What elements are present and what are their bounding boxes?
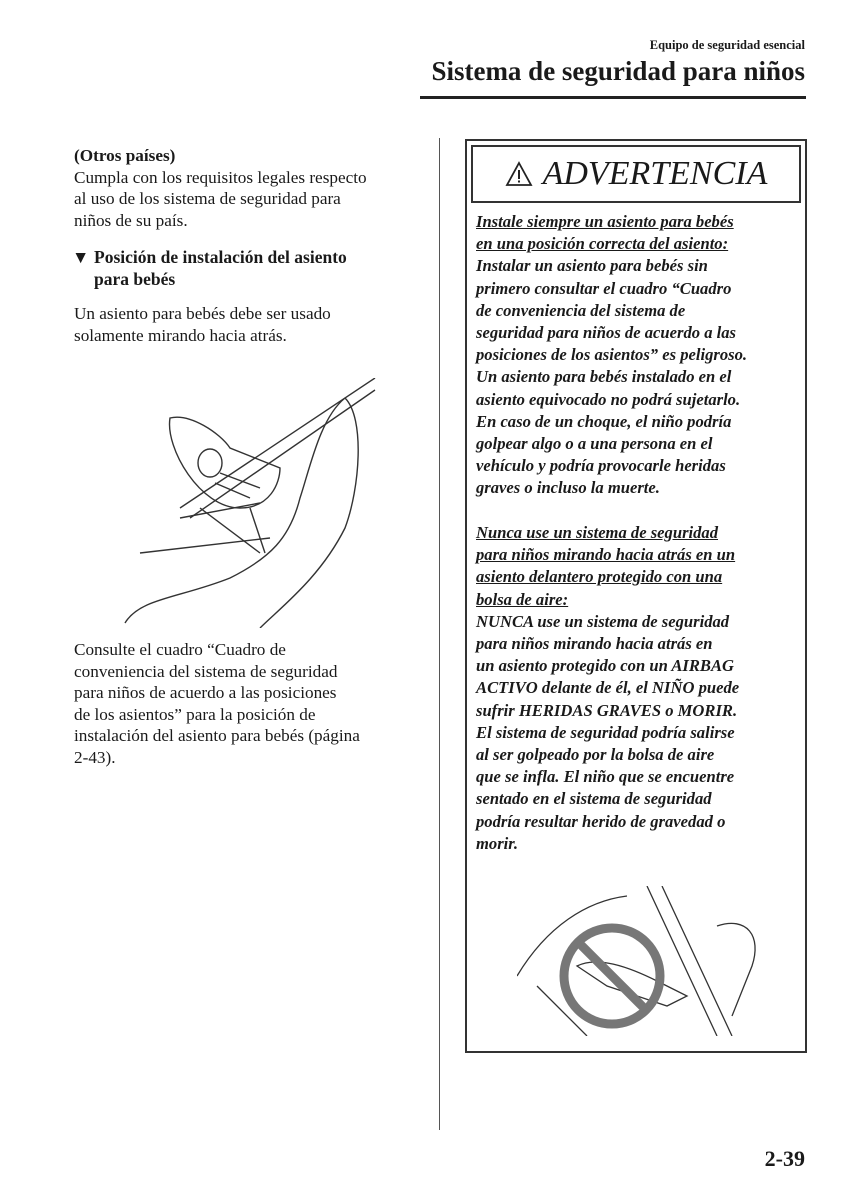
warning-block-1 — [476, 211, 747, 500]
text-line: sufrir HERIDAS GRAVES o MORIR. — [476, 700, 738, 720]
warning-title: ADVERTENCIA — [542, 155, 768, 192]
text-line: al ser golpeado por la bolsa de aire — [476, 745, 715, 765]
page-number: 2-39 — [764, 1146, 805, 1171]
text-line: primero consultar el cuadro “Cuadro — [476, 278, 732, 298]
text-line: Instale siempre un asiento para bebés — [476, 212, 734, 231]
text-line: 2-43). — [74, 747, 116, 767]
text-line: de conveniencia del sistema de — [476, 300, 686, 320]
text-line: solamente mirando hacia atrás. — [74, 325, 287, 345]
text-line: al uso de los sistema de seguridad para — [74, 189, 341, 209]
text-line: podría resultar herido de gravedad o — [476, 811, 726, 831]
text-line: en una posición correcta del asiento: — [476, 234, 729, 254]
otros-heading: (Otros países) — [74, 146, 176, 165]
warning-block-2-heading — [476, 522, 739, 611]
text-line: de los asientos” para la posición de — [74, 704, 316, 724]
text-line: instalación del asiento para bebés (página — [74, 726, 360, 746]
text-line: sentado en el sistema de seguridad — [476, 789, 712, 809]
warning-triangle-icon — [505, 161, 533, 187]
text-line: Cumpla con los requisitos legales respecto — [74, 167, 367, 187]
para-consult-chart — [74, 639, 419, 769]
text-line: Un asiento para bebés debe ser usado — [74, 304, 331, 323]
otros-text — [74, 167, 419, 232]
subheading — [74, 247, 419, 290]
text-line: Posición de instalación del asiento — [94, 247, 347, 267]
text-line: vehículo y podría provocarle heridas — [476, 456, 726, 476]
text-line: En caso de un choque, el niño podría — [476, 411, 732, 431]
text-line: bolsa de aire: — [476, 589, 569, 609]
text-line: Nunca use un sistema de seguridad — [476, 523, 719, 542]
text-line: El sistema de seguridad podría salirse — [476, 722, 735, 742]
text-line: posiciones de los asientos” es peligroso. — [476, 345, 748, 365]
text-line: seguridad para niños de acuerdo a las — [476, 323, 736, 343]
section-label: Equipo de seguridad esencial — [649, 38, 805, 52]
triangle-down-icon: ▼ — [72, 247, 90, 267]
text-line: conveniencia del sistema de seguridad — [74, 661, 338, 681]
text-line: asiento delantero protegido con una — [476, 567, 723, 587]
warning-block-2-body — [476, 611, 739, 855]
airbag-prohibited-illustration — [517, 886, 767, 1036]
text-line: Instalar un asiento para bebés sin — [476, 256, 708, 276]
text-line: para niños mirando hacia atrás en — [476, 634, 713, 654]
warning-block-1-heading — [476, 211, 747, 255]
text-line: Un asiento para bebés instalado en el — [476, 367, 732, 387]
warning-header — [471, 145, 801, 203]
text-line: para bebés — [94, 268, 176, 289]
text-line: niños de su país. — [74, 210, 188, 230]
text-line: para niños de acuerdo a las posiciones — [74, 683, 337, 703]
warning-box — [465, 139, 807, 1053]
text-line: asiento equivocado no podrá sujetarlo. — [476, 389, 741, 409]
warning-block-1-body — [476, 255, 747, 499]
column-divider — [439, 138, 440, 1130]
warning-block-2 — [476, 522, 739, 855]
infant-seat-illustration — [120, 378, 380, 628]
page-title: Sistema de seguridad para niños — [431, 56, 805, 86]
text-line: morir. — [476, 833, 518, 853]
text-line: que se infla. El niño que se encuentre — [476, 767, 735, 787]
para-rear-facing — [74, 303, 419, 346]
text-line: NUNCA use un sistema de seguridad — [476, 611, 730, 631]
text-line: para niños mirando hacia atrás en un — [476, 545, 736, 565]
text-line: ACTIVO delante de él, el NIÑO puede — [476, 678, 740, 698]
title-rule — [420, 96, 806, 99]
otros-section — [74, 145, 419, 231]
text-line: graves o incluso la muerte. — [476, 478, 660, 498]
text-line: golpear algo o a una persona en el — [476, 434, 713, 454]
text-line: Consulte el cuadro “Cuadro de — [74, 640, 286, 659]
text-line: un asiento protegido con un AIRBAG — [476, 656, 735, 676]
